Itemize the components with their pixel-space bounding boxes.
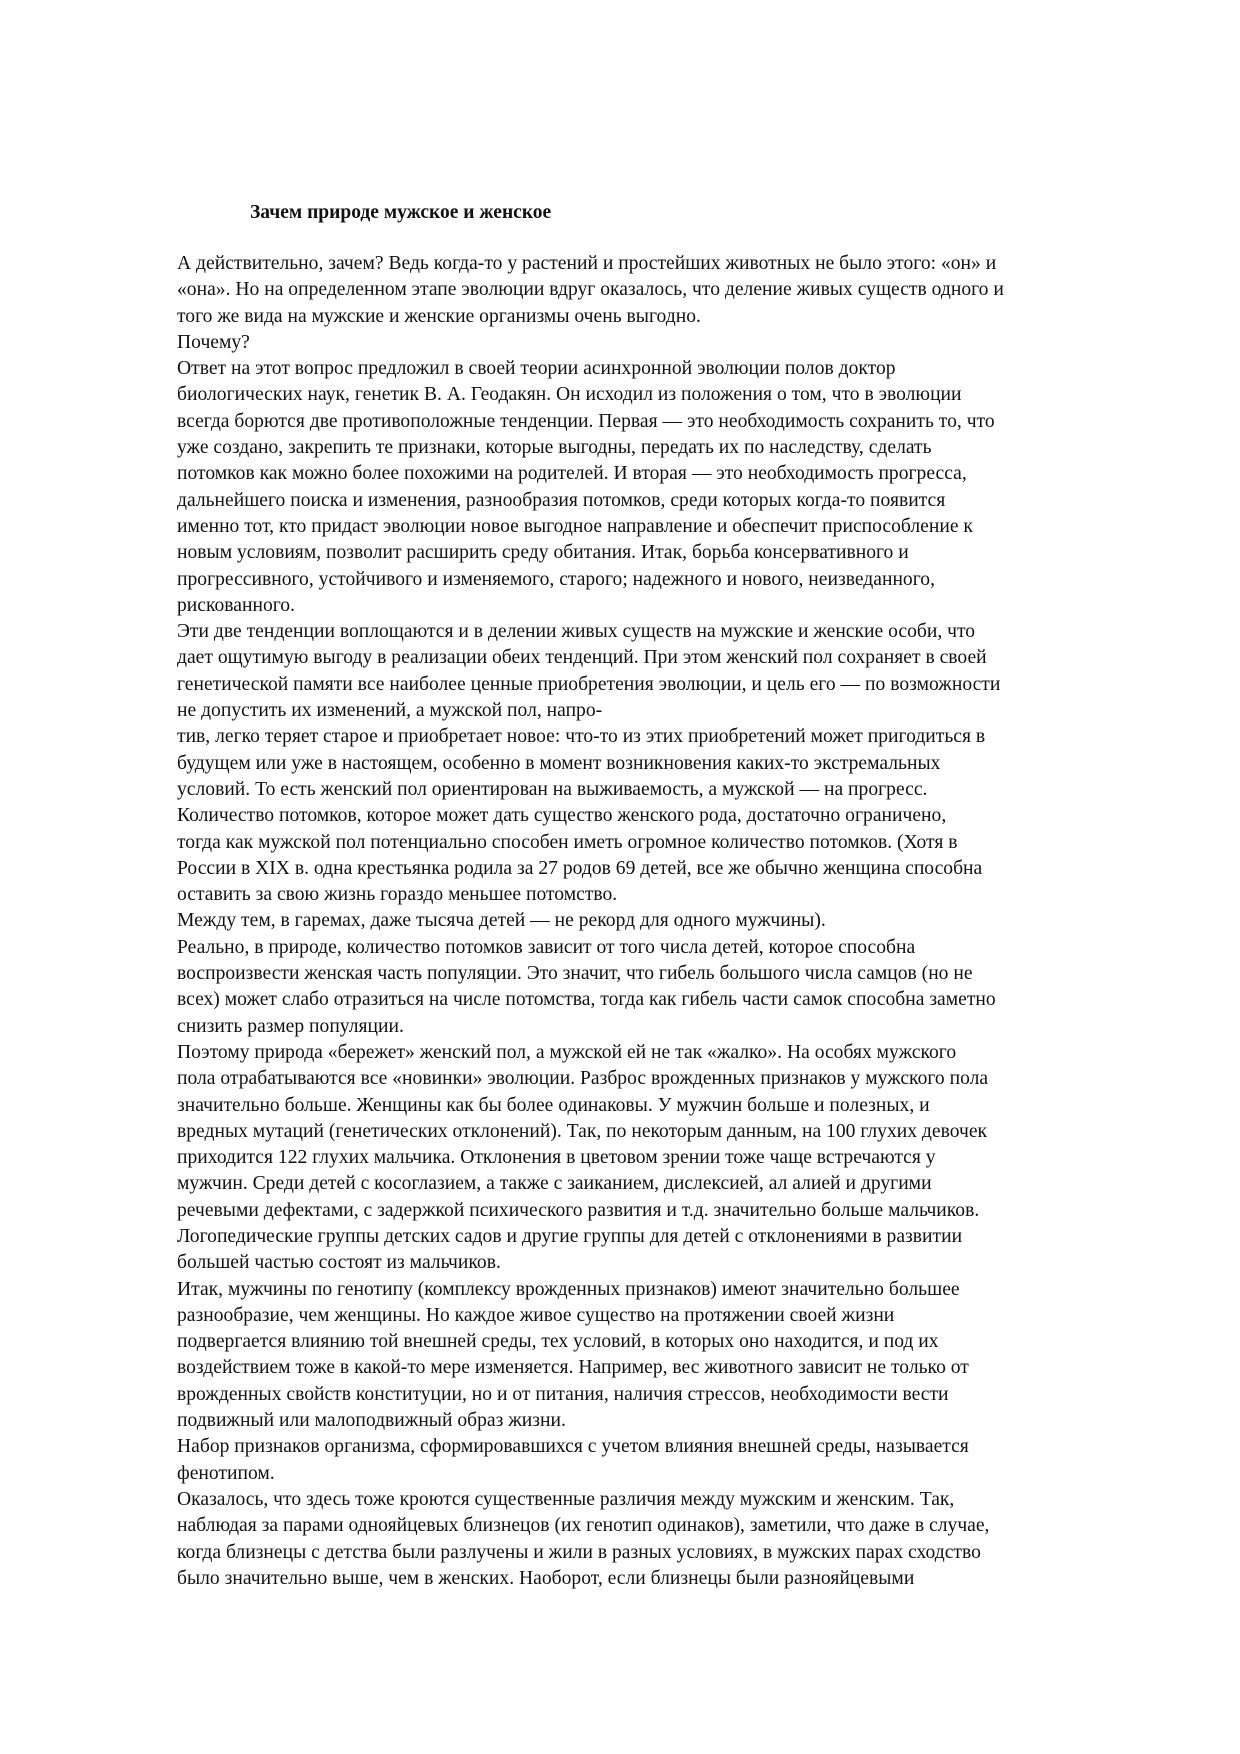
text-line: Набор признаков организма, сформировавшихся с учетом влияния внешней среды, называется: [177, 1436, 969, 1458]
text-line: фенотипом.: [177, 1462, 275, 1484]
text-line: Реально, в природе, количество потомков зависит от того числа детей, которое способна: [177, 936, 916, 958]
text-line: дальнейшего поиска и изменения, разнообразия потомков, среди которых когда-то появится: [177, 489, 946, 511]
text-line: Ответ на этот вопрос предложил в своей теории асинхронной эволюции полов доктор: [177, 358, 896, 380]
text-line: было значительно выше, чем в женских. Наоборот, если близнецы были разнояйцевыми: [177, 1567, 915, 1589]
text-line: всех) может слабо отразиться на числе потомства, тогда как гибель части самок способна заметно: [177, 989, 996, 1011]
document-title: Зачем природе мужское и женское: [250, 202, 552, 223]
text-line: Поэтому природа «бережет» женский пол, а мужской ей не так «жалко». На особях мужского: [177, 1041, 957, 1063]
text-line: воздействием тоже в какой-то мере изменяется. Например, вес животного зависит не только от: [177, 1357, 969, 1379]
text-line: тогда как мужской пол потенциально способен иметь огромное количество потомков. (Хотя в: [177, 831, 958, 853]
text-line: будущем или уже в настоящем, особенно в момент возникновения каких-то экстремальных: [177, 752, 941, 774]
text-line: именно тот, кто придаст эволюции новое выгодное направление и обеспечит приспособление к: [177, 515, 973, 537]
text-line: России в XIX в. одна крестьянка родила за 27 родов 69 детей, все же обычно женщина способна: [177, 857, 983, 879]
text-line: «она». Но на определенном этапе эволюции вдруг оказалось, что деление живых существ одного и: [177, 279, 1004, 301]
text-line: большей частью состоят из мальчиков.: [177, 1252, 501, 1274]
document-body: [177, 251, 1177, 1592]
text-line: врожденных свойств конституции, но и от питания, наличия стрессов, необходимости вести: [177, 1383, 949, 1405]
text-line: снизить размер популяции.: [177, 1015, 404, 1037]
text-line: Итак, мужчины по генотипу (комплексу врожденных признаков) имеют значительно большее: [177, 1278, 960, 1300]
text-line: пола отрабатываются все «новинки» эволюции. Разброс врожденных признаков у мужского пола: [177, 1068, 989, 1090]
text-line: дает ощутимую выгоду в реализации обеих тенденций. При этом женский пол сохраняет в своей: [177, 647, 987, 669]
text-line: генетической памяти все наиболее ценные приобретения эволюции, и цель его — по возможности: [177, 673, 1001, 695]
text-line: разнообразие, чем женщины. Но каждое живое существо на протяжении своей жизни: [177, 1304, 895, 1326]
text-line: подвижный или малоподвижный образ жизни.: [177, 1410, 566, 1432]
text-line: уже создано, закрепить те признаки, которые выгодны, передать их по наследству, сделать: [177, 437, 932, 459]
text-line: приходится 122 глухих мальчика. Отклонения в цветовом зрении тоже чаще встречаются у: [177, 1147, 936, 1169]
text-line: подвергается влиянию той внешней среды, тех условий, в которых оно находится, и под их: [177, 1331, 939, 1353]
text-line: наблюдая за парами однояйцевых близнецов (их генотип одинаков), заметили, что даже в случае,: [177, 1515, 990, 1537]
text-line: того же вида на мужские и женские организмы очень выгодно.: [177, 305, 701, 327]
text-line: речевыми дефектами, с задержкой психического развития и т.д. значительно больше мальчиков.: [177, 1199, 980, 1221]
text-line: потомков как можно более похожими на родителей. И вторая — это необходимость прогресса,: [177, 463, 967, 485]
text-line: оставить за свою жизнь гораздо меньшее потомство.: [177, 884, 618, 906]
text-line: рискованного.: [177, 594, 296, 616]
text-line: мужчин. Среди детей с косоглазием, а также с заиканием, дислексией, ал алией и другими: [177, 1173, 932, 1195]
text-line: тив, легко теряет старое и приобретает новое: что-то из этих приобретений может пригодиться в: [177, 726, 986, 748]
text-line: всегда борются две противоположные тенденции. Первая — это необходимость сохранить то, что: [177, 410, 995, 432]
text-line: значительно больше. Женщины как бы более одинаковы. У мужчин больше и полезных, и: [177, 1094, 930, 1116]
text-line: Почему?: [177, 331, 250, 353]
text-line: Количество потомков, которое может дать существо женского рода, достаточно ограничено,: [177, 805, 947, 827]
text-line: не допустить их изменений, а мужской пол, напро-: [177, 700, 603, 722]
text-line: условий. То есть женский пол ориентирован на выживаемость, а мужской — на прогресс.: [177, 778, 928, 800]
text-line: биологических наук, генетик В. А. Геодакян. Он исходил из положения о том, что в эволюции: [177, 384, 962, 406]
text-line: прогрессивного, устойчивого и изменяемого, старого; надежного и нового, неизведанного,: [177, 568, 935, 590]
text-line: новым условиям, позволит расширить среду обитания. Итак, борьба консервативного и: [177, 542, 909, 564]
text-line: А действительно, зачем? Ведь когда-то у растений и простейших животных не было этого: «он» и: [177, 253, 997, 274]
text-line: Между тем, в гаремах, даже тысяча детей — не рекорд для одного мужчины).: [177, 910, 826, 932]
text-line: воспроизвести женская часть популяции. Это значит, что гибель большого числа самцов (но не: [177, 963, 973, 985]
text-line: когда близнецы с детства были разлучены и жили в разных условиях, в мужских парах сходство: [177, 1541, 981, 1563]
text-line: Логопедические группы детских садов и другие группы для детей с отклонениями в развитии: [177, 1225, 963, 1247]
text-line: Оказалось, что здесь тоже кроются существенные различия между мужским и женским. Так,: [177, 1488, 955, 1510]
text-line: вредных мутаций (генетических отклонений). Так, по некоторым данным, на 100 глухих девочек: [177, 1120, 988, 1142]
text-line: Эти две тенденции воплощаются и в делении живых существ на мужские и женские особи, что: [177, 621, 976, 643]
